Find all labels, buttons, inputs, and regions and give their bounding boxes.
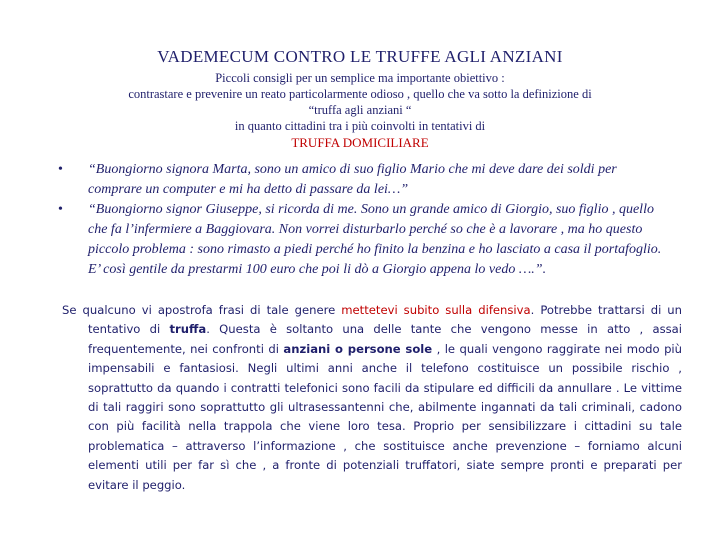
body-bold-anziani: anziani o persone sole [283,341,433,356]
body-text-1: Se qualcuno vi apostrofa frasi di tale genere [62,303,342,317]
body-highlight-red: mettetevi subito sulla difensiva [341,303,531,317]
body-text-3: . Questa è soltanto una delle tante che vengono messe in atto , assai frequentemente, nei confronti di [88,322,682,356]
body-bold-truffa: truffa [169,322,207,337]
subtitle-line-3: “truffa agli anziani “ [308,103,412,117]
quote-item-1 [58,160,668,200]
subtitle-highlight: TRUFFA DOMICILIARE [291,135,429,150]
bullet-icon: • [58,162,63,177]
body-text-2: . Potrebbe trattarsi di un tentativo di [88,303,682,337]
quote-item-2 [58,200,668,280]
bullet-icon: • [58,202,63,217]
body-text-4: , le quali vengono raggirate nei modo più impensabili e fantasiosi. Negli ultimi anni anche il telefono costituisce un possibile rischio , soprattutto da quando i contratti telefonici sono facili da stipulare ed difficili da annullare . Le vittime di tali raggiri sono soprattutto gli ultrasessantenni che, abilmente ingannati da tali criminali, cadono con più facilità nella trappola che viene loro tesa. Proprio per sensibilizzare i cittadini su tale problematica – attraverso l’informazione , che sostituisce anche prevenzione – forniamo alcuni elementi utili per far sì che , a fronte di potenziali truffatori, siate sempre pronti e preparati per evitare il peggio. [88,341,682,492]
subtitle-line-2: contrastare e prevenire un reato particolarmente odioso , quello che va sotto la definizione di [128,87,592,101]
subtitle-line-4: in quanto cittadini tra i più coinvolti in tentativi di [234,119,486,133]
quote-text-1: “Buongiorno signora Marta, sono un amico di suo figlio Mario che mi deve dare dei soldi per comprare un computer e mi ha detto di passare da lei…” [88,162,617,197]
body-paragraph [62,301,682,495]
page-title: VADEMECUM CONTRO LE TRUFFE AGLI ANZIANI [157,47,563,66]
example-quotes [58,160,668,280]
subtitle-line-1: Piccoli consigli per un semplice ma importante obiettivo : [215,71,505,85]
quote-text-2: “Buongiorno signor Giuseppe, si ricorda di me. Sono un grande amico di Giorgio, suo figlio , quello che fa l’infermiere a Baggiovara. Non vorrei disturbarlo perché so che è a lavorare , ma ho questo piccolo problema : sono rimasto a piedi perché ho finito la benzina e ho lasciato a casa il portafoglio. E’ così gentile da prestarmi 100 euro che poi li dò a Giorgio appena lo vedo ….”. [88,202,662,277]
